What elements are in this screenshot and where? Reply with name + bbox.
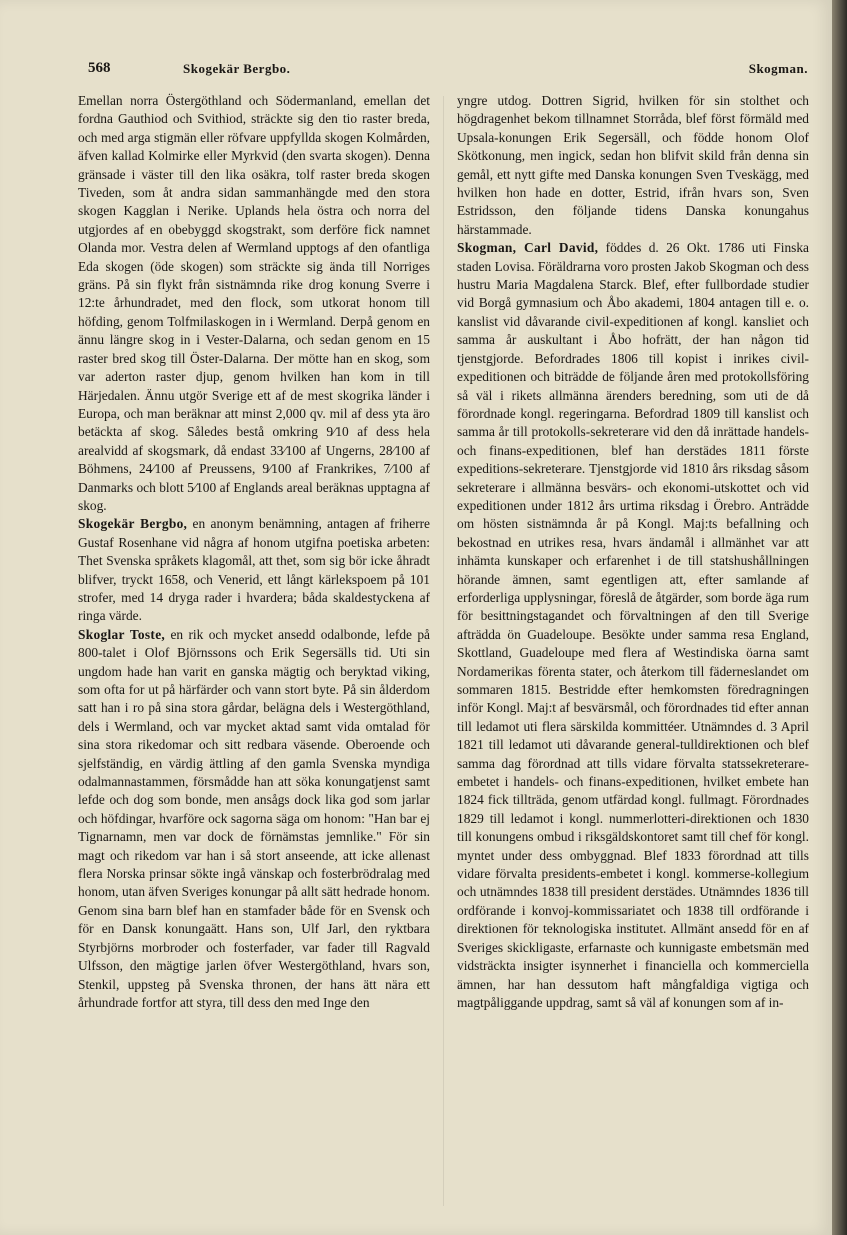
right-running-head: Skogman. [748, 61, 808, 76]
entry-body: en anonym benämning, antagen af friherre Gustaf Rosenhane vid några af honom utgifna poetiska arbeten: Thet Svenska språkets klagomål, att thet, som sig bör icke åhradt blifver, tryckt 1658, och Venerid, ett långt kärlekspoem på 101 strofer, med 14 dryga rader i hvardera; båda skaldestyckena af ringa värde. [78, 516, 431, 624]
entry-continuation-paragraph: Emellan norra Östergöthland och Södermanland, emellan det fordna Gauthiod och Svithiod, sträckte sig den tio raster breda, och med arga stigmän eller röfvare uppfyllda skogen Kolmården, äfven kallad Kolmirke eller Myrkvid (den svarta skogen). Denna gränsade i väster till den lika osäkra, tolf raster breda skogen Tiveden, som åt andra sidan sammanhängde med den stora skogen Kagglan i Nerike. Uplands hela östra och norra del utgjordes af en obebyggd skogstrakt, som derföre fick namnet Olanda mor. Vestra delen af Wermland upptogs af den ofantliga Eda skogen (öde skogen) som sträckte sig ända till Norriges gräns. På sin flykt från sistnämnda rike drog konung Sverre i 12:te århundradet, med den flock, som utkorat honom till höfding, genom Tolfmilaskogen in i Wermland. Derpå genom en ännu längre skog in i Vester-Dalarna, och sedan genom en 15 raster bred skog till Öster-Dalarna. Der mötte han en skog, som var aderton raster djup, genom hvilken han kom in till Härjedalen. Ännu utgör Sverige ett af de mest skogrika länder i Europa, och man beräknar att minst 2,000 qv. mil af dess yta äro betäckta af skog. Således bestå omkring 9⁄10 af dess hela arealvidd af skogsmark, då endast 33⁄100 af Ungerns, 28⁄100 af Böhmens, 24⁄100 af Preussens, 9⁄100 af Frankrikes, 7⁄100 af Danmarks och blott 5⁄100 af Englands areal beräknas upptagna af skog. [78, 93, 430, 513]
entry-headword: Skoglar Toste, [78, 626, 166, 642]
running-header [88, 60, 808, 82]
left-column [78, 92, 430, 1012]
page-binding-edge [832, 0, 847, 1235]
entry-skogman-carl-david [457, 239, 809, 1012]
entry-continuation-paragraph: yngre utdog. Dottren Sigrid, hvilken för sin stolthet och högdragenhet bekom tillnamnet Storråda, blef först förmäld med Upsala-konungen Erik Segersäll, och födde honom Olof Skötkonung, men ingick, sedan hon blifvit skild från denna sin gemål, ett nytt gifte med Danska konungen Sven Tveskägg, med hvilken hon hade en dotter, Estrid, ifrån hvars son, Sven Estridsson, den följande tidens Danska konungahus härstammade. [457, 93, 809, 237]
entry-skoglar-toste [78, 626, 430, 1013]
entry-skogekar-bergbo [78, 515, 430, 625]
entry-headword: Skogman, Carl David, [457, 240, 599, 256]
entry-body: en rik och mycket ansedd odalbonde, lefde på 800-talet i Olof Björnssons och Erik Segersälls tid. Uti sin ungdom hade han varit en ganska mägtig och beryktad viking, som ofta for ut på härfärder och vann stort byte. På sin ålderdom satt han i ro på sina stora gårdar, belägna dels i Westergöthland, dels i Wermland, och var mycket aktad samt vida omtalad för sina stora rikedomar och sitt redbara väsende. Oberoende och sjelfständig, en värdig ättling af den gamla Svenska myndiga odalmannastammen, försmådde han att söka konungatjenst samt lefde och dog som bonde, men ansågs dock lika god som jarlar och höfdingar, hvarföre ock sagorna säga om honom: "Han bar ej Tignarnamn, men var dock de förnämstas jemnlike." För sin magt och rikedom var han i så stort anseende, att icke allenast flera Norska prinsar sökte ingå vänskap och fosterbrödralag med honom, utan äfven Sveriges konungar på allt sätt hedrade honom. Genom sina barn blef han en stamfader både för en Svensk och för en Dansk konungaätt. Hans son, Ulf Jarl, den ryktbara Styrbjörns morbroder och fosterfader, var fader till Ragvald Ulfsson, den mägtige jarlen öfver Westergöthland, hvars son, Stenkil, uppsteg på Svenska thronen, der hans ätt nära ett århundrade fortfor att styra, till dess den med Inge den [78, 626, 430, 1010]
page-number: 568 [88, 60, 111, 76]
entry-headword: Skogekär Bergbo, [78, 516, 188, 532]
left-running-head: Skogekär Bergbo. [183, 61, 291, 76]
entry-body: föddes d. 26 Okt. 1786 uti Finska staden Lovisa. Föräldrarna voro prosten Jakob Skogman och dess hustru Maria Magdalena Starck. Blef, efter fullbordade studier vid Borgå gymnasium och Åbo akademi, 1804 antagen till e. o. kanslist vid dåvarande civil-expeditionen af kongl. kansliet och samma år auskultant i Åbo hofrätt, der han någon tid tjenstgjorde. Befordrades 1806 till kopist i inrikes civil-expeditionen och biträdde de följande åren med protokollsföring så väl i rikets allmänna ärenders beredning, som uti de då förordnade kongl. regeringarna. Befordrad 1809 till kanslist och samma år till protokolls-sekreterare vid den då inrättade handels- och finans-expeditionen, blef han derstädes 1811 förste expeditions-sekreterare. Tjenstgjorde vid 1810 års riksdag såsom sekreterare i allmänna besvärs- och ekonomi-utskottet och vid expeditionen under 1812 års urtima riksdag i Örebro. Anträdde om hösten sistnämnda år på Kongl. Maj:ts befallning och bekostnad en utrikes resa, hvars ändamål i allmänhet var att inhämta kunskaper och erfarenhet i de till statshushållningen hörande ämnen, samt egentligen att, efter samlande af erforderliga upplysningar, föreslå de åtgärder, som borde äga rum för besittningstagandet och förvaltningen af den till Sverige afträdda ön Guadeloupe. Besökte under samma resa England, Skottland, Guadeloupe med flera af Westindiska öarna samt Nordamerikas förenta stater, och återkom till fäderneslandet om sommaren 1815. Bestridde efter hemkomsten föredragningen inför Kongl. Maj:t af besvärsmål, och förordnades tid efter annan till ledamot uti flera särskilda kommittéer. Utnämndes d. 3 April 1821 till ledamot uti dåvarande general-tulldirektionen och blef samma dag förordnad att tills vidare förvalta statssekreterare-embetet i handels- och finans-expeditionen, hvilket embete han 1824 fick tillträda, genom utfärdad kongl. fullmagt. Förordnades 1829 till ledamot i kongl. nummerlotteri-direktionen och 1830 till konungens ombud i riksgäldskontoret samt till chef för kongl. myntet under dess ombyggnad. Blef 1833 förordnad att tills vidare förvalta presidents-embetet i kongl. kommerse-kollegium och utnämndes 1838 till president derstädes. Utnämndes 1836 till ordförande i konvoj-kommissariatet och 1838 till ordförande i direktionen för teknologiska institutet. Allmänt ansedd för en af Sveriges skickligaste, erfarnaste och kunnigaste embetsmän med vidsträckta insigter isynnerhet i financiella och kommerciella ämnen, har han dessutom haft mångfaldiga vigtiga och magtpåliggande uppdrag, samt så väl af konungen som af in- [457, 240, 809, 1010]
right-column [457, 92, 809, 1012]
column-gutter [443, 96, 444, 1206]
